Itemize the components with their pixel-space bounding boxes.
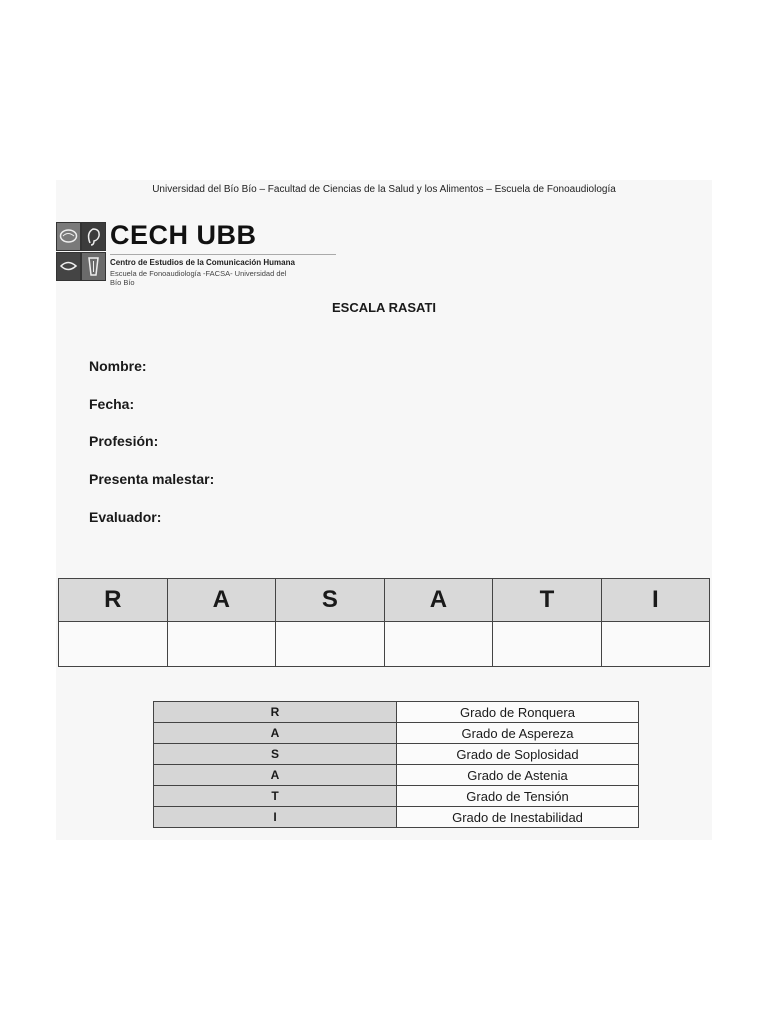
score-cell-t[interactable] [493,622,601,667]
legend-description: Grado de Astenia [397,765,639,786]
score-cell-a[interactable] [167,622,276,667]
field-presenta-malestar: Presenta malestar: [89,471,215,487]
ear-icon [81,222,106,251]
legend-description: Grado de Tensión [397,786,639,807]
score-cell-i[interactable] [601,622,709,667]
field-profesion: Profesión: [89,433,159,449]
legend-letter: A [154,765,397,786]
legend-row [154,702,639,723]
score-cell-s[interactable] [276,622,385,667]
legend-row [154,744,639,765]
legend-row [154,723,639,744]
logo-tagline: Escuela de Fonoaudiología -FACSA- Universidad del Bío Bío [110,269,287,287]
legend-letter: I [154,807,397,828]
score-cell-r[interactable] [59,622,168,667]
legend-letter: R [154,702,397,723]
legend-letter: T [154,786,397,807]
rasati-header-t: T [493,579,601,622]
rasati-header-row [59,579,710,622]
logo-divider [110,254,336,255]
legend-description: Grado de Ronquera [397,702,639,723]
legend-row [154,765,639,786]
field-nombre: Nombre: [89,358,147,374]
rasati-score-row [59,622,710,667]
logo-title: CECH UBB [110,220,257,250]
rasati-header-r: R [59,579,168,622]
legend-letter: S [154,744,397,765]
field-fecha: Fecha: [89,396,135,412]
legend-letter: A [154,723,397,744]
brain-icon [56,222,81,251]
score-cell-a2[interactable] [384,622,493,667]
legend-description: Grado de Aspereza [397,723,639,744]
logo-icons [56,222,106,280]
rasati-header-a: A [167,579,276,622]
rasati-score-table [58,578,710,667]
rasati-header-a2: A [384,579,493,622]
field-evaluador: Evaluador: [89,509,162,525]
institution-header: Universidad del Bío Bío – Facultad de Ciencias de la Salud y los Alimentos – Escuela de Fonoaudiología [152,184,616,195]
legend-description: Grado de Inestabilidad [397,807,639,828]
larynx-icon [81,252,106,281]
legend-description: Grado de Soplosidad [397,744,639,765]
cech-ubb-logo [56,220,296,287]
logo-subtitle: Centro de Estudios de la Comunicación Humana [110,258,295,267]
rasati-legend-table [153,701,639,828]
mouth-icon [56,252,81,281]
rasati-header-i: I [601,579,709,622]
document-title: ESCALA RASATI [332,300,436,315]
legend-row [154,807,639,828]
rasati-header-s: S [276,579,385,622]
legend-row [154,786,639,807]
